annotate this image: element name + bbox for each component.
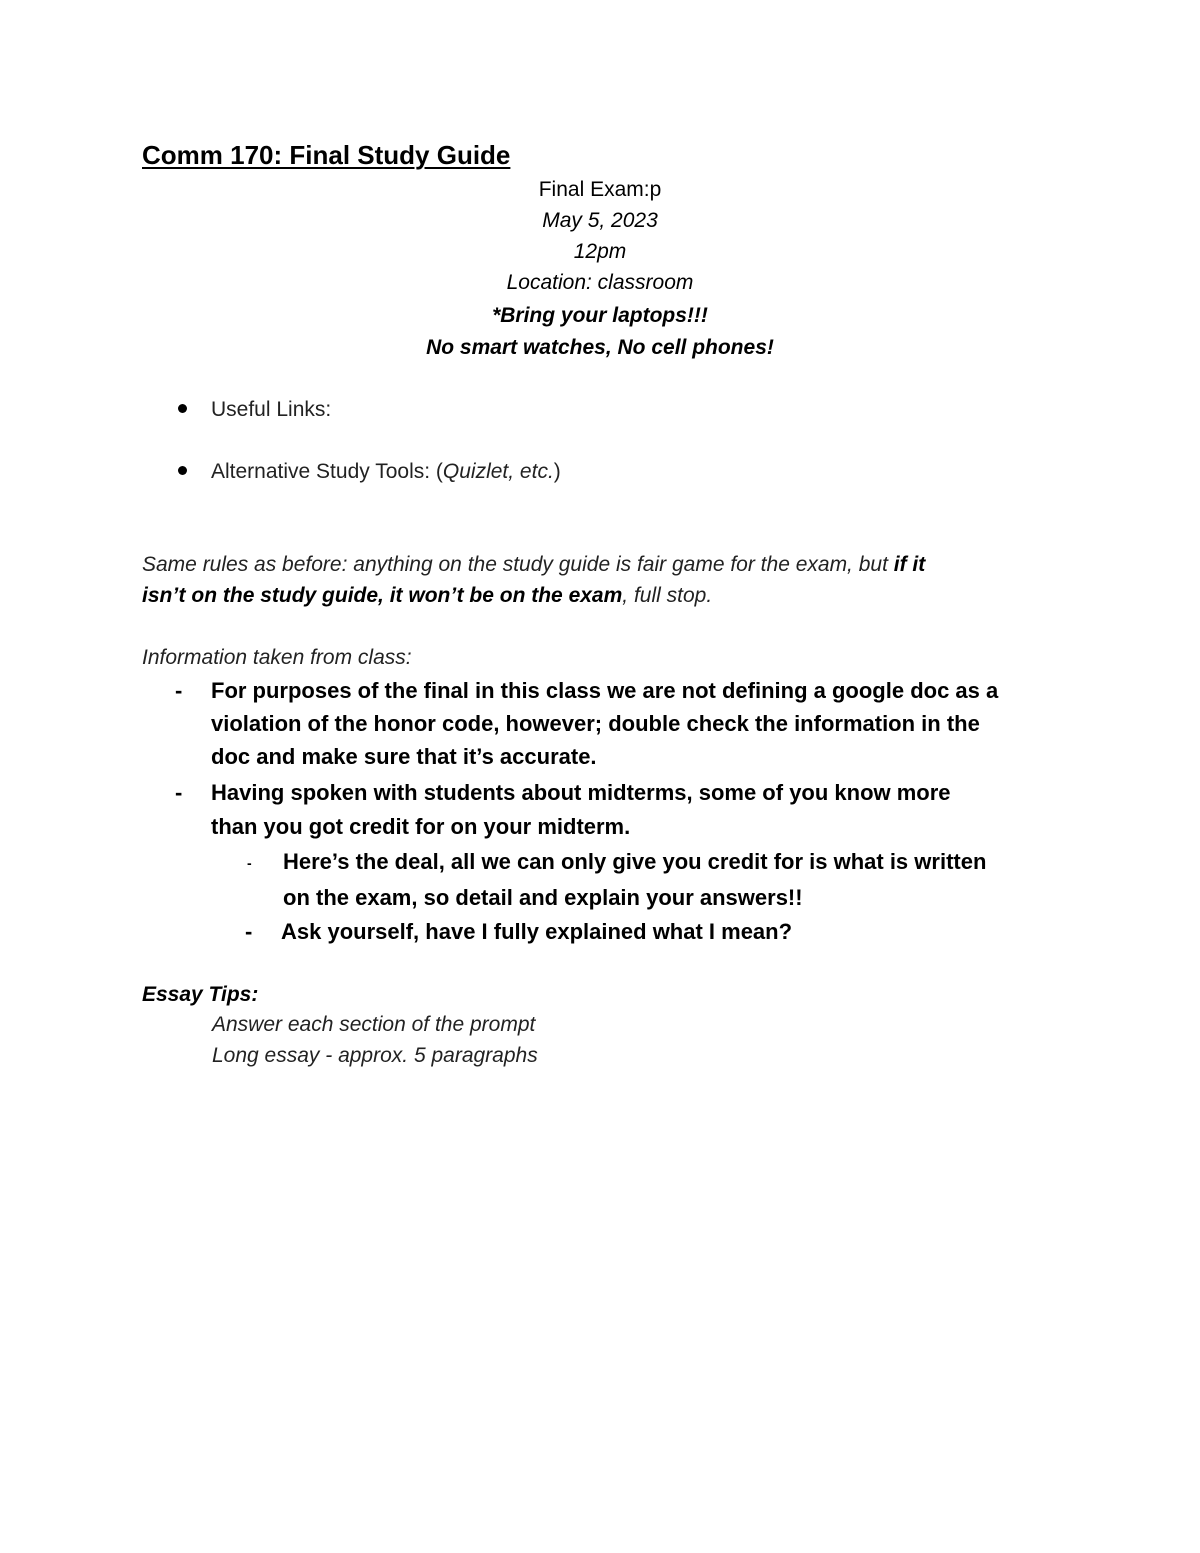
rules-text: , full stop. [622,584,713,607]
essay-tip-2: Long essay - approx. 5 paragraphs [212,1044,538,1067]
dash-icon: - [247,855,252,872]
list-item [175,780,951,806]
list-item-alt-tools [178,460,561,484]
exam-location: Location: classroom [506,271,694,294]
info-heading: Information taken from class: [142,646,412,669]
rules-line-2 [142,584,712,608]
sub1-line2: on the exam, so detail and explain your answers!! [283,885,803,910]
item1-line3: doc and make sure that it’s accurate. [211,744,597,769]
dash-icon: - [175,780,183,805]
item2-line2: than you got credit for on your midterm. [211,814,631,839]
exam-heading: Final Exam:p [538,178,662,201]
bullet-icon [178,404,187,413]
item1-line1: For purposes of the final in this class we are not defining a google doc as a [211,678,999,703]
rules-text: Same rules as before: anything on the study guide is fair game for the exam, but [142,553,894,576]
dash-icon: - [245,919,253,944]
rules-line-1 [142,553,925,577]
sub2-text: Ask yourself, have I fully explained what I mean? [281,919,793,944]
useful-links-label: Useful Links: [211,398,332,421]
item2-line1: Having spoken with students about midterms, some of you know more [211,780,951,805]
bullet-icon [178,466,187,475]
item1-line2: violation of the honor code, however; double check the information in the [211,711,980,736]
exam-date: May 5, 2023 [542,209,658,232]
alt-tools-italic: Quizlet, etc. [442,460,554,483]
devices-note: No smart watches, No cell phones! [426,336,774,359]
essay-tips-heading: Essay Tips: [142,983,259,1006]
rules-emphasis: if it [893,553,926,576]
exam-time: 12pm [573,240,627,263]
list-item-useful-links [178,398,331,422]
sub-list-item [245,919,792,945]
dash-icon: - [175,678,183,703]
alt-tools-prefix: Alternative Study Tools: ( [211,460,443,483]
alt-tools-suffix: ) [553,460,561,483]
sub1-deal: Here’s the deal [283,849,439,874]
sub1-rest: , all we can only give you credit for is what is written [438,849,987,874]
laptops-note: *Bring your laptops!!! [492,304,708,327]
rules-emphasis: isn’t on the study guide, it won’t be on the exam [142,584,623,607]
sub-list-item [247,849,986,875]
page-title: Comm 170: Final Study Guide [142,140,511,170]
list-item [175,678,998,704]
essay-tip-1: Answer each section of the prompt [212,1013,536,1036]
